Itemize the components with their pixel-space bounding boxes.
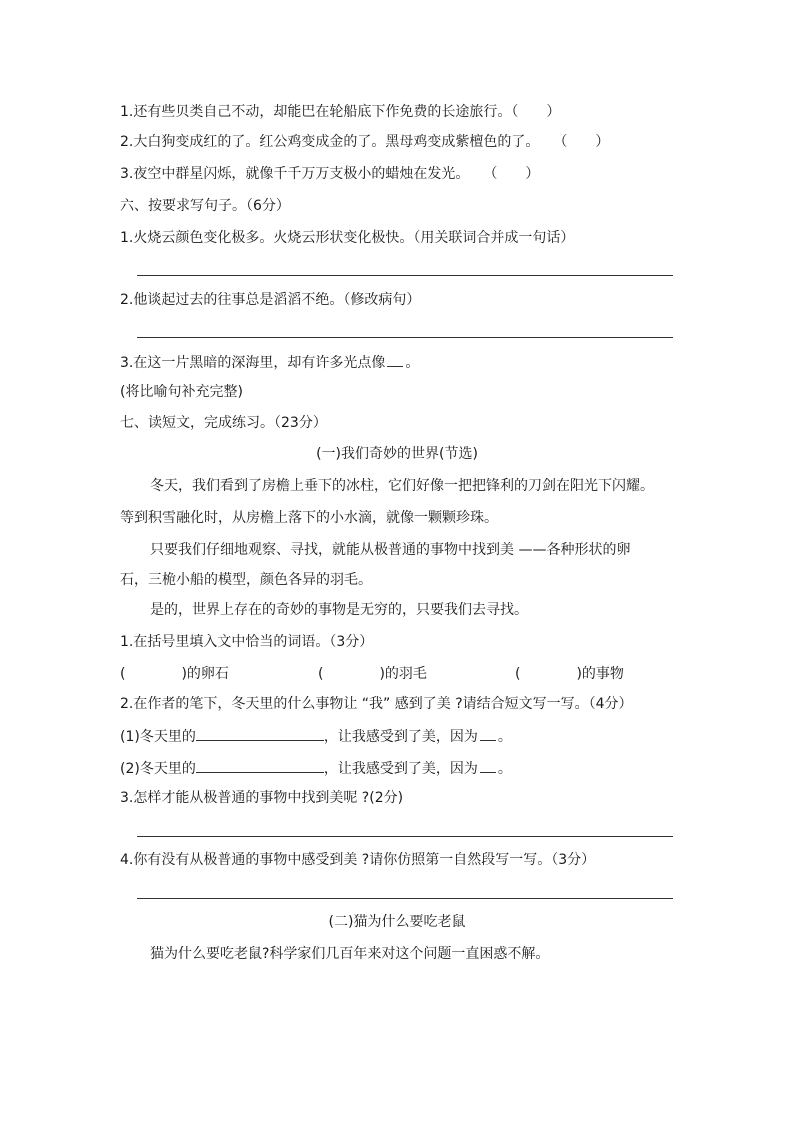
exercise-2-line-1-mid: ，让我感受到了美，因为 <box>323 729 478 745</box>
exercise-1-question: 1.在括号里填入文中恰当的词语。（3分） <box>120 634 374 650</box>
section-6-heading: 六、按要求写句子。（6分） <box>120 198 290 214</box>
passage-2-para-1: 猫为什么要吃老鼠?科学家们几百年来对这个问题一直困惑不解。 <box>150 946 550 962</box>
exercise-1-fill-3[interactable]: ( )的事物 <box>515 666 624 682</box>
answer-line[interactable] <box>137 836 673 837</box>
exercise-3-question: 3.怎样才能从极普通的事物中找到美呢 ?(2分) <box>120 790 404 806</box>
q6-item-3-suffix: 。 <box>405 355 420 371</box>
fill-blank[interactable] <box>196 758 324 773</box>
passage-1-para-3: 是的，世界上存在的奇妙的事物是无穷的，只要我们去寻找。 <box>150 602 528 618</box>
fill-blank[interactable] <box>480 758 496 773</box>
exercise-2-line-1-prefix: (1)冬天里的 <box>120 729 196 745</box>
passage-1-title: (一)我们奇妙的世界(节选) <box>316 446 478 462</box>
exercise-2-line-1 <box>120 726 512 747</box>
answer-line[interactable] <box>137 275 673 276</box>
section-7-heading: 七、读短文，完成练习。（23分） <box>120 415 327 431</box>
q6-item-3-note: (将比喻句补充完整) <box>120 384 243 400</box>
q6-item-1: 1.火烧云颜色变化极多。火烧云形状变化极快。（用关联词合并成一句话） <box>120 230 575 246</box>
passage-1-para-1-line-1: 冬天，我们看到了房檐上垂下的冰柱，它们好像一把把锋利的刀剑在阳光下闪耀。 <box>150 478 654 494</box>
fill-blank[interactable] <box>196 726 324 741</box>
exercise-1-fill-2[interactable]: ( )的羽毛 <box>318 666 427 682</box>
exercise-4-question: 4.你有没有从极普通的事物中感受到美 ?请你仿照第一自然段写一写。（3分） <box>120 852 596 868</box>
answer-line[interactable] <box>137 898 673 899</box>
fill-blank[interactable] <box>387 352 403 367</box>
q6-item-3 <box>120 352 419 373</box>
passage-1-para-1-line-2: 等到积雪融化时，从房檐上落下的小水滴，就像一颗颗珍珠。 <box>120 510 498 526</box>
q6-item-3-prefix: 3.在这一片黑暗的深海里，却有许多光点像 <box>120 355 386 371</box>
judge-item-3: 3.夜空中群星闪烁，就像千千万万支极小的蜡烛在发光。 （ ） <box>120 166 540 182</box>
fill-blank[interactable] <box>480 726 496 741</box>
passage-1-para-2-line-2: 石，三桅小船的模型，颜色各异的羽毛。 <box>120 572 372 588</box>
q6-item-2: 2.他谈起过去的往事总是滔滔不绝。（修改病句） <box>120 292 421 308</box>
exercise-2-line-2-prefix: (2)冬天里的 <box>120 761 196 777</box>
exercise-2-line-2 <box>120 758 512 779</box>
exercise-2-line-2-mid: ，让我感受到了美，因为 <box>323 761 478 777</box>
exercise-2-line-2-end: 。 <box>497 761 512 777</box>
exercise-2-question: 2.在作者的笔下，冬天里的什么事物让 “我” 感到了美 ?请结合短文写一写。（4分） <box>120 696 633 712</box>
exercise-1-fill-1[interactable]: ( )的卵石 <box>120 666 229 682</box>
judge-item-1: 1.还有些贝类自己不动，却能巴在轮船底下作免费的长途旅行。（ ） <box>120 104 561 120</box>
passage-2-title: (二)猫为什么要吃老鼠 <box>328 914 466 930</box>
answer-line[interactable] <box>137 337 673 338</box>
judge-item-2: 2.大白狗变成红的了。红公鸡变成金的了。黑母鸡变成紫檀色的了。 （ ） <box>120 134 610 150</box>
exercise-2-line-1-end: 。 <box>497 729 512 745</box>
passage-1-para-2-line-1: 只要我们仔细地观察、寻找，就能从极普通的事物中找到美 ——各种形状的卵 <box>150 542 631 558</box>
